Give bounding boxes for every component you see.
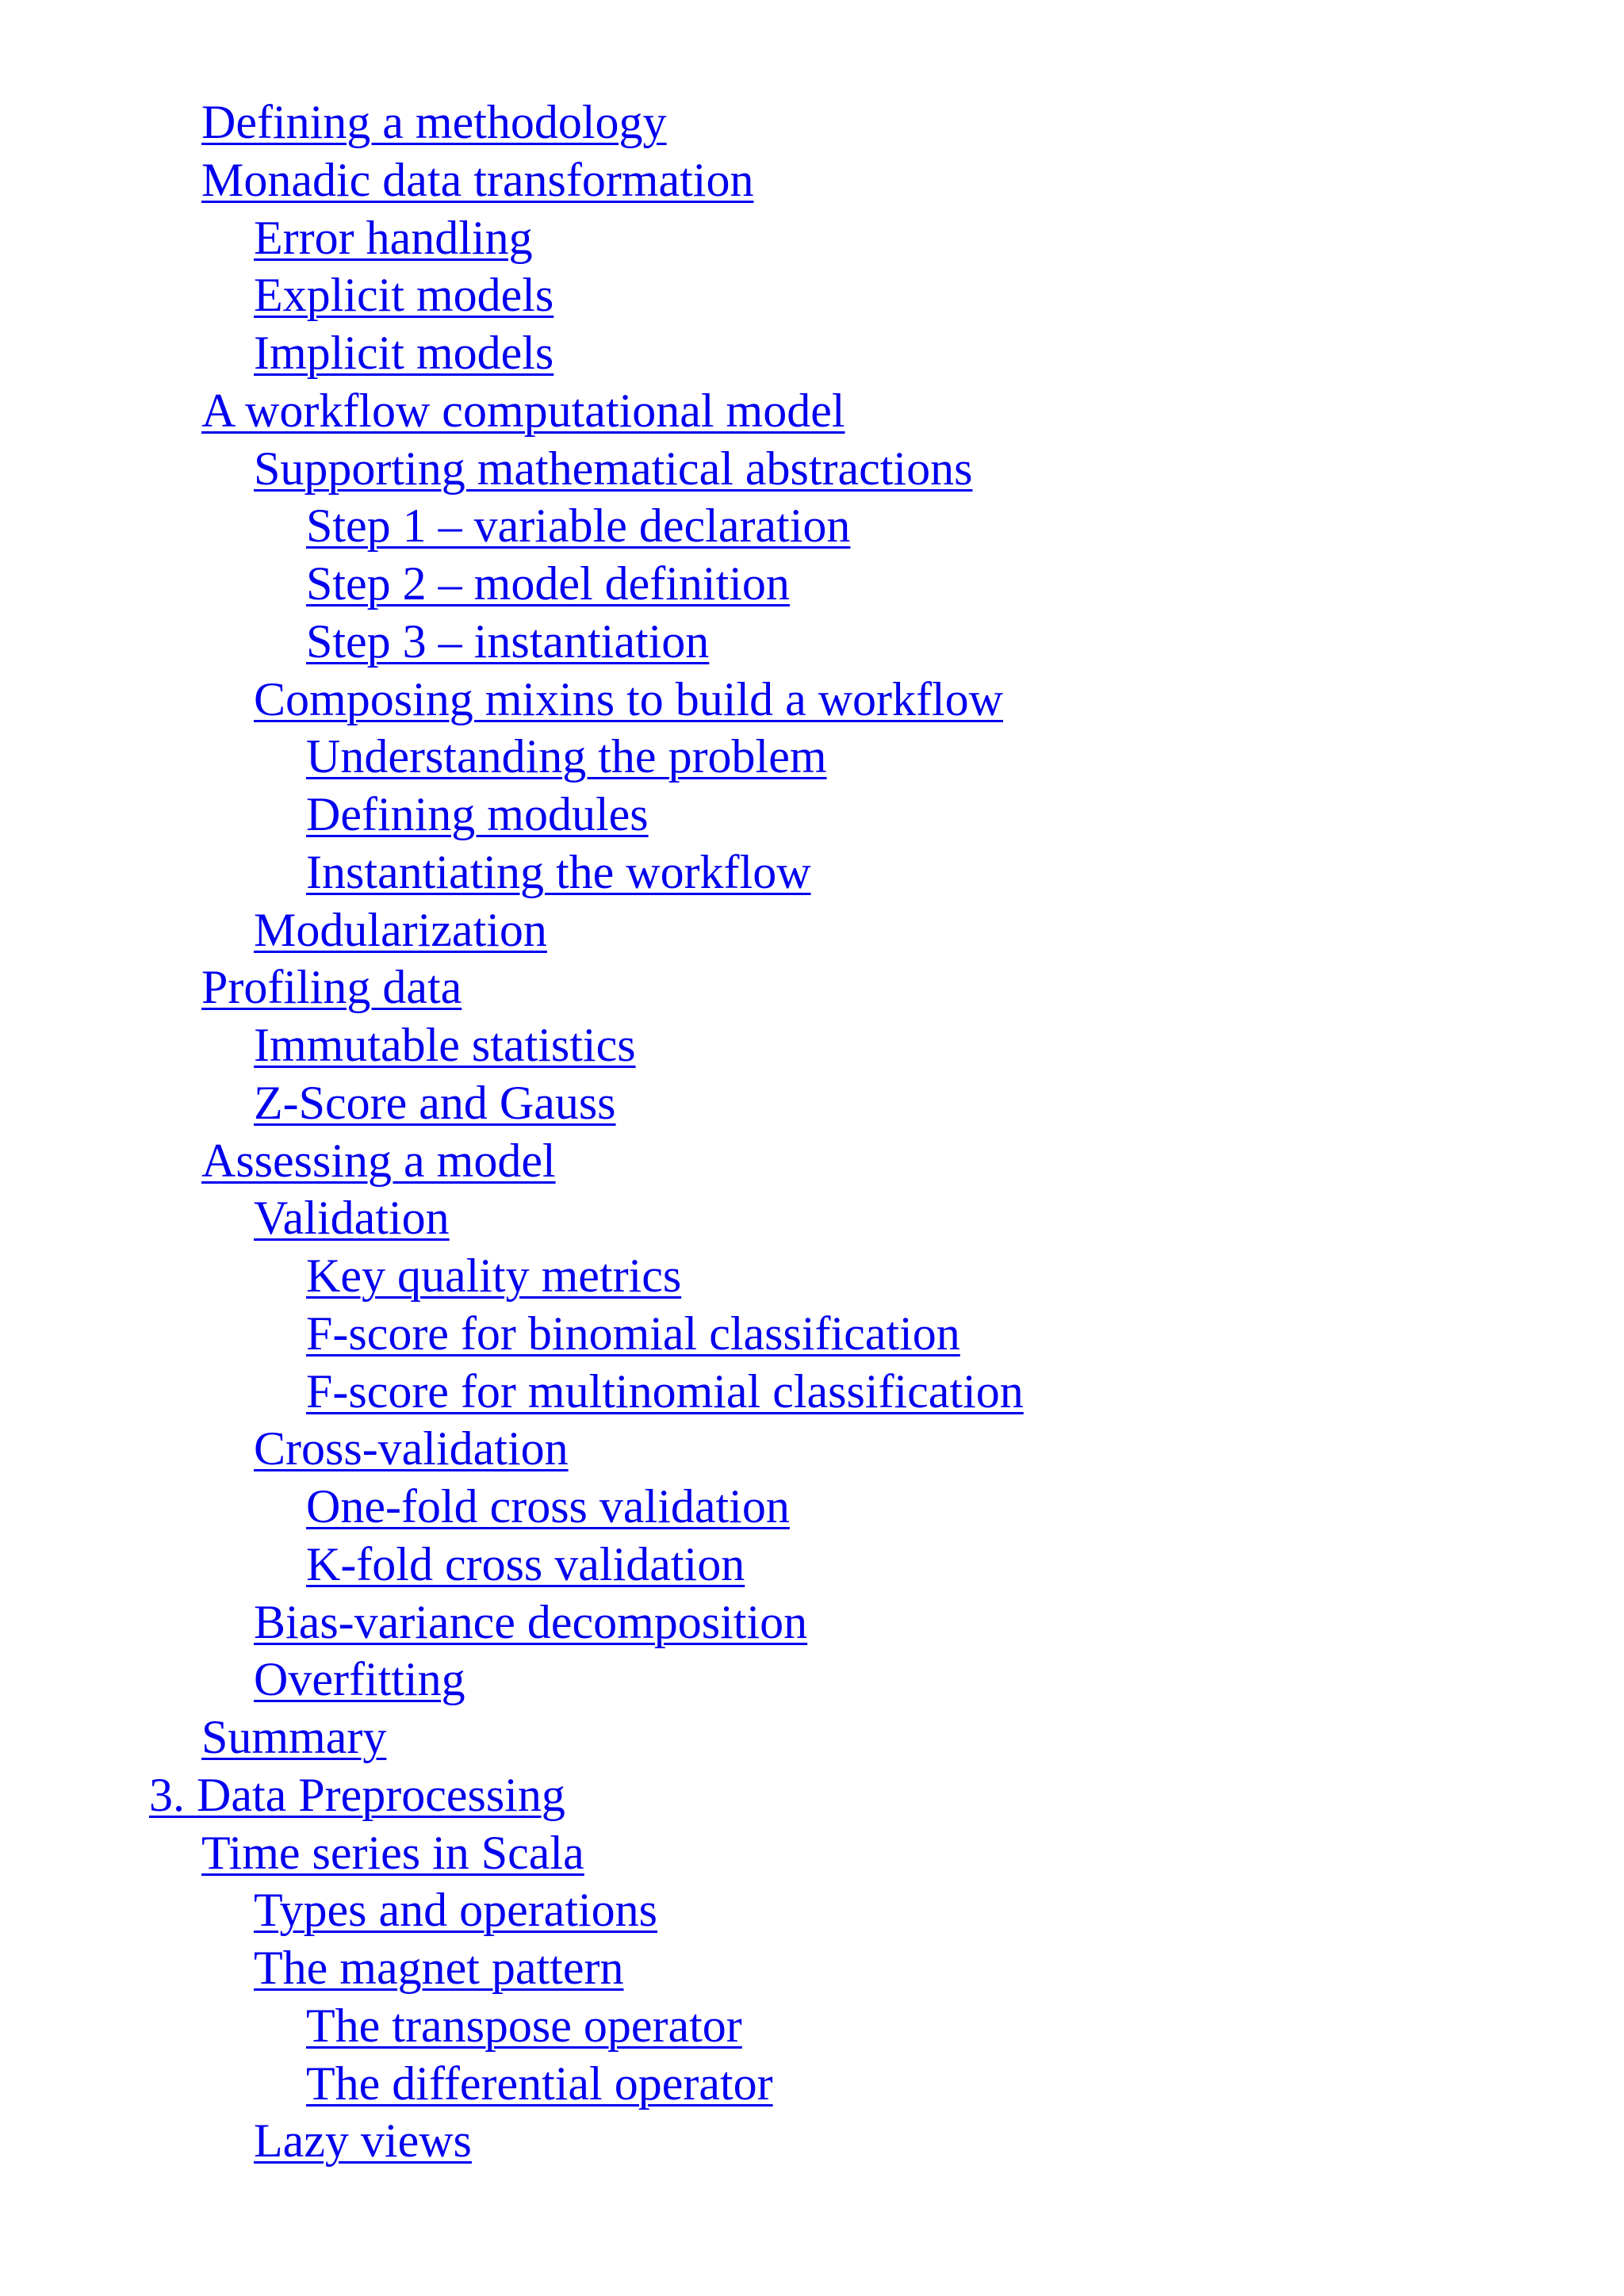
- toc-entry: [0, 959, 1624, 1016]
- toc-entry: [0, 1074, 1624, 1132]
- toc-entry: [0, 1478, 1624, 1536]
- toc-entry: [0, 1766, 1624, 1824]
- toc-link[interactable]: The magnet pattern: [254, 1942, 624, 1994]
- toc-link[interactable]: Types and operations: [254, 1884, 658, 1937]
- toc-entry: [0, 1363, 1624, 1421]
- toc-entry: [0, 1305, 1624, 1363]
- toc-link[interactable]: Bias-variance decomposition: [254, 1595, 808, 1648]
- toc-link[interactable]: Defining a methodology: [201, 96, 667, 148]
- toc-link[interactable]: Profiling data: [201, 961, 462, 1014]
- toc-entry: [0, 1189, 1624, 1247]
- toc-entry: [0, 209, 1624, 267]
- toc-entry: [0, 555, 1624, 613]
- toc-link[interactable]: Error handling: [254, 211, 533, 264]
- toc-link[interactable]: K-fold cross validation: [306, 1537, 745, 1590]
- toc-link[interactable]: 3. Data Preprocessing: [149, 1768, 565, 1821]
- toc-link[interactable]: Key quality metrics: [306, 1249, 682, 1302]
- toc-link[interactable]: Time series in Scala: [201, 1826, 584, 1879]
- toc-entry: [0, 1536, 1624, 1594]
- toc-entry: [0, 1420, 1624, 1478]
- toc-entry: [0, 1016, 1624, 1074]
- toc-entry: [0, 613, 1624, 671]
- toc-link[interactable]: Immutable statistics: [254, 1019, 636, 1071]
- toc-entry: [0, 1939, 1624, 1997]
- toc-link[interactable]: Explicit models: [254, 269, 554, 322]
- toc-entry: [0, 2055, 1624, 2113]
- toc-link[interactable]: Modularization: [254, 903, 547, 956]
- toc-link[interactable]: Step 2 – model definition: [306, 557, 790, 610]
- toc-entry: [0, 151, 1624, 209]
- toc-link[interactable]: Supporting mathematical abstractions: [254, 442, 973, 495]
- toc-link[interactable]: Understanding the problem: [306, 730, 827, 783]
- toc-entry: [0, 1881, 1624, 1939]
- toc-link[interactable]: The differential operator: [306, 2057, 773, 2110]
- toc-link[interactable]: Instantiating the workflow: [306, 845, 811, 898]
- toc-link[interactable]: Validation: [254, 1192, 450, 1245]
- toc-entry: [0, 1709, 1624, 1766]
- toc-link[interactable]: Defining modules: [306, 788, 649, 840]
- toc-link[interactable]: Assessing a model: [201, 1134, 556, 1187]
- toc-link[interactable]: F-score for multinomial classification: [306, 1364, 1024, 1418]
- toc-link[interactable]: One-fold cross validation: [306, 1480, 790, 1533]
- toc-link[interactable]: Step 3 – instantiation: [306, 614, 710, 668]
- toc-entry: [0, 786, 1624, 844]
- toc-entry: [0, 497, 1624, 555]
- toc-entry: [0, 382, 1624, 440]
- toc-entry: [0, 728, 1624, 786]
- toc-entry: [0, 844, 1624, 901]
- toc-link[interactable]: Z-Score and Gauss: [254, 1076, 616, 1129]
- toc-link[interactable]: Implicit models: [254, 327, 554, 379]
- toc-link[interactable]: F-score for binomial classification: [306, 1307, 960, 1360]
- toc-link[interactable]: Monadic data transformation: [201, 153, 754, 206]
- toc-link[interactable]: Overfitting: [254, 1653, 465, 1706]
- toc-link[interactable]: Summary: [201, 1711, 387, 1763]
- toc-entry: [0, 1824, 1624, 1882]
- toc-entry: [0, 440, 1624, 498]
- toc-link[interactable]: Step 1 – variable declaration: [306, 499, 851, 553]
- toc-entry: [0, 1132, 1624, 1190]
- toc-link[interactable]: The transpose operator: [306, 1999, 742, 2052]
- toc-entry: [0, 1247, 1624, 1305]
- toc-entry: [0, 94, 1624, 151]
- toc-link[interactable]: Cross-validation: [254, 1422, 569, 1475]
- toc-entry: [0, 1651, 1624, 1709]
- toc-entry: [0, 901, 1624, 959]
- toc-link[interactable]: Lazy views: [254, 2114, 472, 2168]
- toc-entry: [0, 1594, 1624, 1651]
- toc-entry: [0, 671, 1624, 729]
- table-of-contents: [0, 94, 1624, 2170]
- toc-entry: [0, 324, 1624, 382]
- toc-entry: [0, 1997, 1624, 2055]
- toc-link[interactable]: Composing mixins to build a workflow: [254, 672, 1003, 725]
- toc-link[interactable]: A workflow computational model: [201, 384, 845, 437]
- toc-entry: [0, 266, 1624, 324]
- toc-entry: [0, 2112, 1624, 2170]
